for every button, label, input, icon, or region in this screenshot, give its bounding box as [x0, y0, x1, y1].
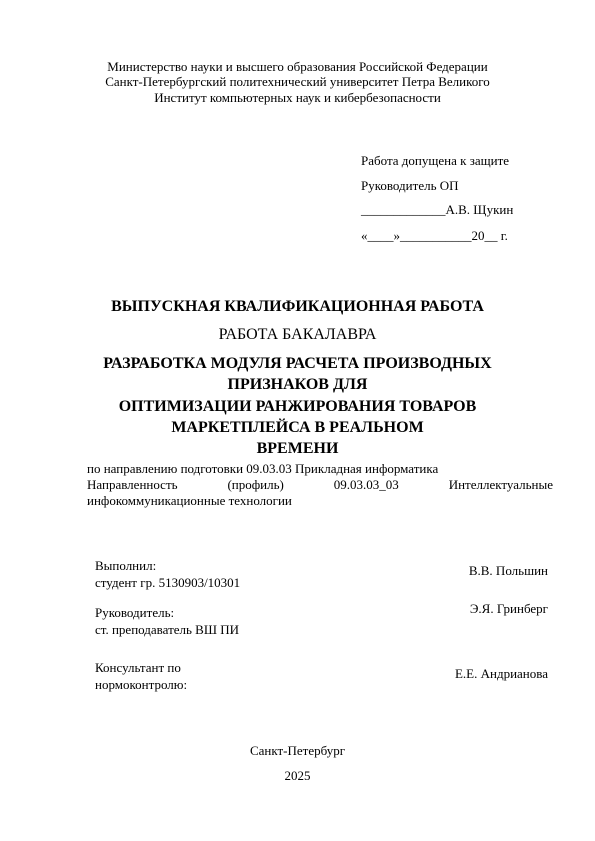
supervisor-name: Э.Я. Гринберг: [469, 601, 548, 616]
author-name: В.В. Польшин: [468, 563, 548, 578]
profile-word-4: Интеллектуальные: [448, 477, 553, 492]
approval-line-admitted: Работа допущена к защите: [361, 153, 510, 168]
author-group: студент гр. 5130903/10301: [95, 575, 241, 590]
city: Санкт-Петербург: [249, 743, 346, 758]
direction-line: по направлению подготовки 09.03.03 Прикладная информатика: [87, 461, 439, 476]
topic-line-2: ПРИЗНАКОВ ДЛЯ: [227, 376, 368, 393]
author-role: Выполнил:: [95, 558, 157, 573]
profile-line: [87, 477, 553, 493]
consultant-role: Консультант по: [95, 660, 181, 675]
topic-line-4: МАРКЕТПЛЕЙСА В РЕАЛЬНОМ: [171, 419, 424, 436]
university-name: Санкт-Петербургский политехнический университет Петра Великого: [105, 74, 490, 89]
year: 2025: [284, 768, 311, 783]
topic-line-5: ВРЕМЕНИ: [256, 440, 339, 457]
topic-line-1: РАЗРАБОТКА МОДУЛЯ РАСЧЕТА ПРОИЗВОДНЫХ: [103, 355, 492, 372]
supervisor-role: Руководитель:: [95, 605, 175, 620]
supervisor-position: ст. преподаватель ВШ ПИ: [95, 622, 239, 637]
profile-line-continued: инфокоммуникационные технологии: [87, 493, 292, 508]
profile-word-1: Направленность: [87, 477, 178, 492]
approval-line-signature: _____________А.В. Щукин: [361, 202, 514, 217]
profile-word-2: (профиль): [227, 477, 284, 492]
institute-name: Институт компьютерных наук и кибербезопасности: [154, 90, 441, 105]
consultant-role-continued: нормоконтролю:: [95, 677, 188, 692]
topic-line-3: ОПТИМИЗАЦИИ РАНЖИРОВАНИЯ ТОВАРОВ: [118, 398, 477, 415]
ministry-name: Министерство науки и высшего образования Российской Федерации: [107, 59, 488, 74]
document-type: РАБОТА БАКАЛАВРА: [218, 326, 377, 343]
approval-line-date: «____»___________20__ г.: [361, 228, 508, 243]
consultant-name: Е.Е. Андрианова: [454, 666, 548, 681]
profile-word-3: 09.03.03_03: [333, 477, 399, 492]
approval-line-head: Руководитель ОП: [361, 178, 459, 193]
document-title: ВЫПУСКНАЯ КВАЛИФИКАЦИОННАЯ РАБОТА: [111, 298, 484, 315]
